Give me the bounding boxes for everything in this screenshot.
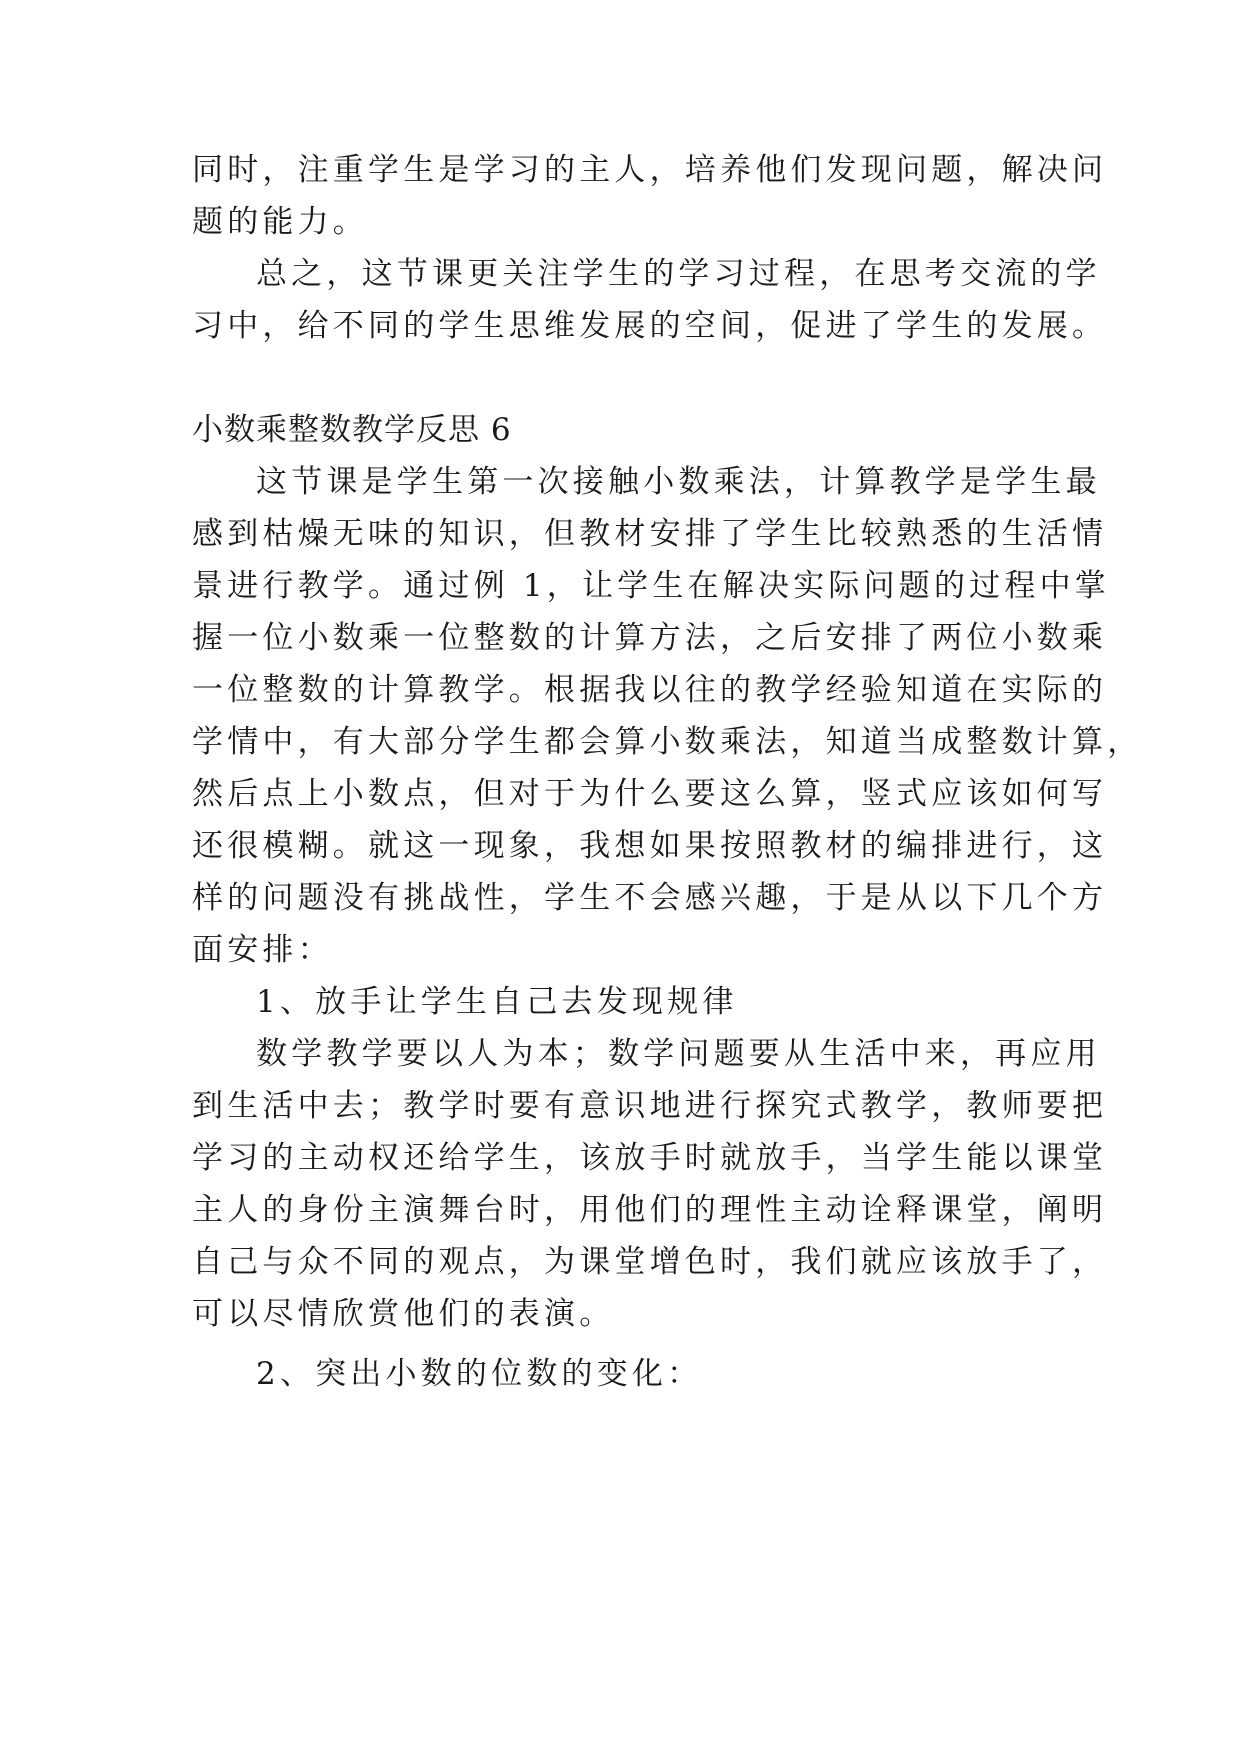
list-item-heading: 1、放手让学生自己去发现规律 (256, 984, 738, 1020)
text-line: 然后点上小数点，但对于为什么要这么算，竖式应该如何写 (192, 776, 1108, 812)
text-line: 习中，给不同的学生思维发展的空间，促进了学生的发展。 (192, 308, 1108, 344)
text-line: 主人的身份主演舞台时，用他们的理性主动诠释课堂，阐明 (192, 1192, 1108, 1228)
text-line: 一位整数的计算教学。根据我以往的教学经验知道在实际的 (192, 672, 1108, 708)
paragraph-line: 这节课是学生第一次接触小数乘法，计算教学是学生最 (256, 464, 1101, 500)
text-line: 学习的主动权还给学生，该放手时就放手，当学生能以课堂 (192, 1140, 1108, 1176)
text-line: 题的能力。 (192, 204, 368, 240)
list-item-heading: 2、突出小数的位数的变化： (256, 1356, 703, 1392)
paragraph-line: 数学教学要以人为本；数学问题要从生活中来，再应用 (256, 1036, 1101, 1072)
text-line: 可以尽情欣赏他们的表演。 (192, 1296, 615, 1332)
text-line: 感到枯燥无味的知识，但教材安排了学生比较熟悉的生活情 (192, 516, 1108, 552)
text-line: 样的问题没有挑战性，学生不会感兴趣，于是从以下几个方 (192, 880, 1108, 916)
paragraph-line: 总之，这节课更关注学生的学习过程，在思考交流的学 (256, 256, 1101, 292)
text-line: 握一位小数乘一位整数的计算方法，之后安排了两位小数乘 (192, 620, 1108, 656)
text-line: 到生活中去；教学时要有意识地进行探究式教学，教师要把 (192, 1088, 1108, 1124)
text-line: 学情中，有大部分学生都会算小数乘法，知道当成整数计算， (192, 724, 1143, 760)
text-line: 同时，注重学生是学习的主人，培养他们发现问题，解决问 (192, 152, 1108, 188)
text-line: 还很模糊。就这一现象，我想如果按照教材的编排进行，这 (192, 828, 1108, 864)
section-heading: 小数乘整数教学反思 6 (192, 412, 512, 448)
text-line: 自己与众不同的观点，为课堂增色时，我们就应该放手了， (192, 1244, 1108, 1280)
text-line: 景进行教学。通过例 1，让学生在解决实际问题的过程中掌 (192, 568, 1110, 604)
text-line: 面安排： (192, 932, 333, 968)
